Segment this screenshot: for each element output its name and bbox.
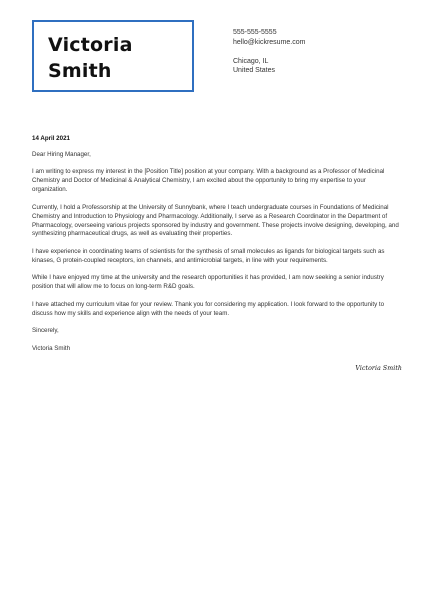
contact-info	[233, 28, 403, 76]
address-country: United States	[233, 67, 276, 74]
name-box	[32, 20, 194, 92]
letter-body	[32, 135, 402, 362]
address-city: Chicago, IL	[233, 57, 269, 65]
paragraph-3: I have experience in coordinating teams of scientists for the synthesis of small molecules as ligands for biological targets such as kinases, G protein-coupled receptors, ion channels, and antimicrobial targets, in line with your requirements.	[32, 247, 385, 264]
paragraph-2: Currently, I hold a Professorship at the University of Sunnybank, where I teach undergraduate courses in Foundations of Medicinal Chemistry and Introduction to Physiology and Pharmacology. Additionally, I serve as a Research Coordinator in the Department of Pharmacology, overseeing various projects sponsored by industry and government. These projects involve designing, developing, and synthesizing pharmaceutical drugs, as well as evaluating their properties.	[32, 203, 399, 238]
email-address: hello@kickresume.com	[233, 38, 306, 46]
phone-number: 555-555-5555	[233, 29, 277, 36]
last-name: Smith	[48, 60, 112, 82]
paragraph-1: I am writing to express my interest in the [Position Title] position at your company. With a background as a Professor of Medicinal Chemistry and Doctor of Medicinal & Analytical Chemistry, I am excited about the opportunity to bring my expertise to your organization.	[32, 168, 385, 194]
letter-date: 14 April 2021	[32, 135, 70, 142]
sender-name: Victoria Smith	[32, 344, 71, 352]
handwritten-signature: Victoria Smith	[355, 365, 402, 372]
paragraph-4: While I have enjoyed my time at the university and the research opportunities it has provided, I am now seeking a senior industry position that will allow me to focus on long-term R&D goals.	[32, 274, 384, 291]
first-name: Victoria	[48, 34, 133, 56]
paragraph-5: I have attached my curriculum vitae for your review. Thank you for considering my application. I look forward to the opportunity to discuss how my skills and experience align with the needs of your team.	[32, 300, 385, 317]
greeting: Dear Hiring Manager,	[32, 150, 91, 158]
closing: Sincerely,	[32, 327, 59, 335]
